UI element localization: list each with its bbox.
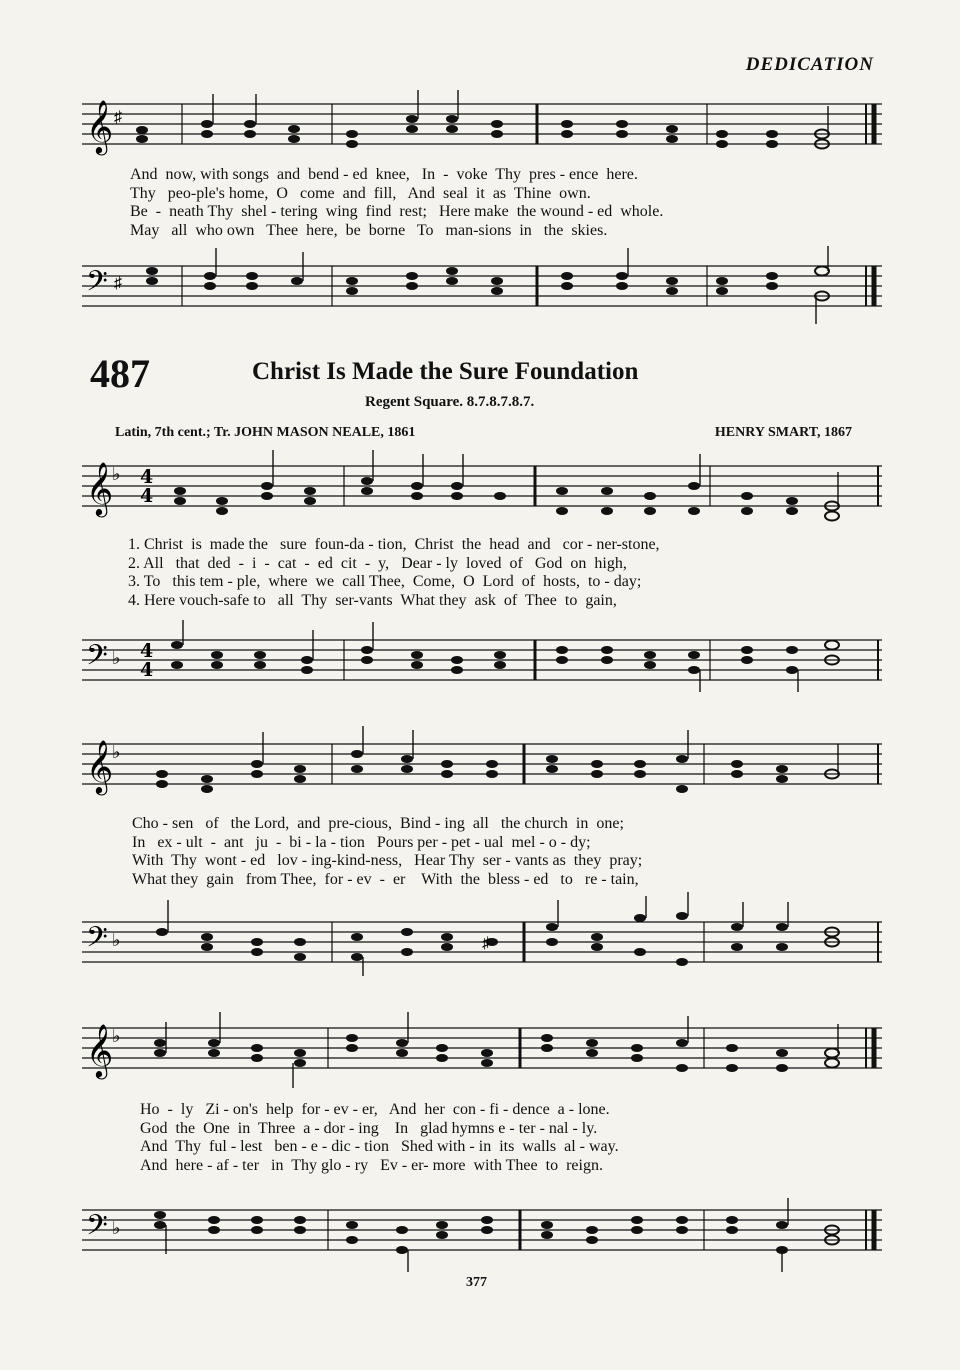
words-credit: Latin, 7th cent.; Tr. JOHN MASON NEALE, 1861 [115,425,416,440]
hymn-number: 487 [90,351,150,396]
svg-text:♭: ♭ [112,930,121,950]
lyric-line: And now, with songs and bend - ed knee, In - voke Thy pres - ence here. [130,166,638,183]
svg-text:4: 4 [140,659,154,681]
svg-text:♭: ♭ [112,1026,121,1046]
lyric-line: Thy peo-ple's home, O come and fill, And seal it as Thine own. [130,184,591,202]
svg-text:♯: ♯ [114,275,122,292]
lyrics-system-3 [140,1101,856,1175]
hymn-title: Christ Is Made the Sure Foundation [252,358,639,385]
svg-text:♭: ♭ [112,648,121,668]
lyric-line-verse-3: And Thy ful - lest ben - e - dic - tion Shed with - in its walls al - way. [140,1138,619,1155]
svg-text:𝄞: 𝄞 [86,739,114,793]
svg-text:♯: ♯ [114,109,122,126]
svg-text:4: 4 [140,466,154,488]
lyric-line-verse-1: 1. Christ is made the sure foun-da - tion, Christ the head and cor - ner-stone, [128,536,660,553]
svg-text:𝄞: 𝄞 [86,1023,114,1077]
svg-text:♯: ♯ [482,935,490,952]
lyrics-system-1 [128,536,860,610]
svg-text:♭: ♭ [112,1218,121,1238]
svg-text:4: 4 [140,640,154,662]
svg-text:♭: ♭ [112,464,121,484]
lyric-line-verse-2: 2. All that ded - i - cat - ed cit - y, Dear - ly loved of God on high, [128,554,627,572]
lyric-line: Be - neath Thy shel - tering wing find rest; Here make the wound - ed whole. [130,203,664,220]
treble-staff-system-2 [82,740,882,792]
svg-text:𝄞: 𝄞 [86,461,114,515]
lyric-line-verse-4: What they gain from Thee, for - ev - er With the bless - ed to re - tain, [132,870,639,888]
svg-text:4: 4 [140,485,154,507]
bass-staff-system-2 [82,918,882,970]
lyrics-previous-hymn [130,166,852,240]
tune-name: Regent Square. 8.7.8.7.8.7. [365,394,535,410]
treble-staff-system-3 [82,1024,882,1076]
svg-text:𝄞: 𝄞 [86,99,114,153]
lyric-line-verse-3: 3. To this tem - ple, where we call Thee, Come, O Lord of hosts, to - day; [128,573,642,590]
svg-text:𝄢: 𝄢 [86,639,108,679]
page-number: 377 [466,1275,487,1290]
lyric-line-verse-1: Ho - ly Zi - on's help for - ev - er, And her con - fi - dence a - lone. [140,1101,610,1118]
section-title: DEDICATION [745,54,874,75]
bass-staff-system-3 [82,1206,882,1258]
lyric-line-verse-3: With Thy wont - ed lov - ing-kind-ness, Hear Thy ser - vants as they pray; [132,852,643,869]
svg-text:𝄢: 𝄢 [86,265,108,305]
lyric-line: May all who own Thee here, be borne To man-sions in the skies. [130,221,608,239]
treble-staff-previous [82,100,882,152]
lyric-line-verse-4: And here - af - ter in Thy glo - ry Ev - er- more with Thee to reign. [140,1156,603,1174]
lyric-line-verse-1: Cho - sen of the Lord, and pre-cious, Bind - ing all the church in one; [132,815,624,832]
svg-text:𝄢: 𝄢 [86,1209,108,1249]
svg-text:𝄢: 𝄢 [86,921,108,961]
lyric-line-verse-2: In ex - ult - ant ju - bi - la - tion Pours per - pet - ual mel - o - dy; [132,833,591,851]
svg-text:♭: ♭ [112,742,121,762]
treble-staff-system-1 [82,462,882,514]
music-credit: HENRY SMART, 1867 [714,425,852,440]
lyrics-system-2 [132,815,856,889]
lyric-line-verse-2: God the One in Three a - dor - ing In glad hymns e - ter - nal - ly. [140,1119,598,1137]
bass-staff-previous [82,262,882,314]
lyric-line-verse-4: 4. Here vouch-safe to all Thy ser-vants What they ask of Thee to gain, [128,591,617,609]
bass-staff-system-1 [82,636,882,688]
